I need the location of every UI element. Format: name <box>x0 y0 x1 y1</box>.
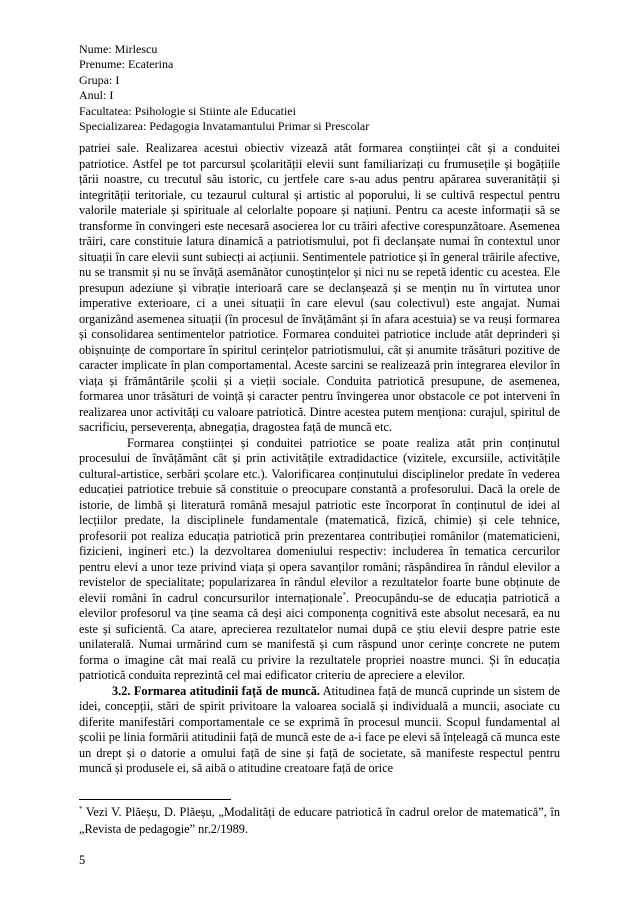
paragraph-2 <box>79 436 560 684</box>
student-header <box>79 42 560 134</box>
footnote-reference[interactable]: * <box>342 590 347 599</box>
header-name: Nume: Mirlescu <box>79 42 158 56</box>
header-year: Anul: I <box>79 88 114 103</box>
paragraph-2-text: Formarea conștiinței și conduitei patriotice se poate realiza atât prin conținutul procesului de învățământ cât și prin activitățile extradidactice (vizitele, excursiile, activitățile cultural-artistice, serbări școlare etc.). Valorificarea conținutului disciplinelor predate în vederea educației patriotice trebuie să constituie o preocupare constantă a profesorului. Dacă la orele de istorie, de limbă și literatură română mesajul patriotic este încorporat în conținutul de idei al lecțiilor predate, la disciplinele fundamentale (matematică, fizică, chimie) și cele tehnice, profesorii pot realiza educația patriotică prin prezentarea contribuției românilor (matematicieni, fizicieni, ingineri etc.) la dezvoltarea domeniului respectiv: includerea în tematica cercurilor pentru elevi a unor teze privind viața și opera savanților români; răspândirea în rândul elevilor a revistelor de specialitate; popularizarea în rândul elevilor a rezultatelor foarte bune obținute de elevii români în cadrul concursurilor internaționale <box>79 435 560 605</box>
header-group: Grupa: I <box>79 72 120 87</box>
header-specialization: Specializarea: Pedagogia Invatamantului Primar si Prescolar <box>79 119 370 134</box>
section-title: Formarea atitudinii față de muncă. <box>133 683 320 698</box>
footnote-mark: * <box>79 804 83 813</box>
paragraph-2-tail: . Preocupându-se de educația patriotică a elevilor profesorul va ține seama că deși aici componența cognitivă este absolut necesară, ea nu este și suficientă. Ca atare, aprecierea rezultatelor numai după ce știu elevii despre patrie este unilaterală. Numai urmărind cum se manifestă și cum răspund unor cerințe concrete ne putem forma o imagine cât mai reală cu privire la rezultatele propriei noastre munci. Și în educația patriotică conduita reprezintă cel mai edificator criteriu de apreciere a elevilor. <box>79 590 560 683</box>
page-content <box>79 42 560 777</box>
header-first-name: Prenume: Ecaterina <box>79 57 174 72</box>
body-text <box>79 141 560 777</box>
footnote-text: Vezi V. Plăeșu, D. Plăeșu, „Modalități de educare patriotică în cadrul orelor de matematică”, în „Revista de pedagogie” nr.2/1989. <box>79 805 560 836</box>
footnote-separator <box>79 799 231 800</box>
header-faculty: Facultatea: Psihologie si Stiinte ale Educatiei <box>79 103 296 118</box>
page-number: 5 <box>79 853 86 867</box>
section-number: 3.2. <box>112 683 131 698</box>
footnote-1 <box>79 804 560 837</box>
paragraph-1: patriei sale. Realizarea acestui obiectiv vizează atât formarea conștiinței cât și a conduitei patriotice. Astfel pe tot parcursul școlarității elevii sunt familiarizați cu frumusețile și bogățiile țării noastre, cu trecutul său istoric, cu jertfele care s-au adus pentru apărarea suveranității și integrității teritoriale, cu tezaurul cultural și artistic al poporului, li se cultivă respectul pentru valorile materiale și spirituale al celorlalte popoare și națiuni. Pentru ca aceste informații să se transforme în convingeri este necesară asocierea lor cu trăiri afective corespunzătoare. Asemenea trăiri, care constituie latura dinamică a patriotismului, pot fi declanșate numai în contextul unor situații în care elevii sunt subiecți ai acțiunii. Sentimentele patriotice și în general trăirile afective, nu se transmit și nu se învăță asemănător cunoștințelor și nici nu se repetă identic cu acestea. Ele presupun adeziune și vibrație interioară care se declanșează și se mențin nu în virtutea unor imperative exterioare, ci a unei situații în care elevul (sau colectivul) este angajat. Numai organizând asemenea situații (în procesul de învățământ și în afara acestuia) se va reuși formarea și consolidarea sentimentelor patriotice. Formarea conduitei patriotice include atât deprinderi și obișnuințe de comportare în spiritul cerințelor patriotismului, cât și anumite trăsături pozitive de caracter implicate în plan comportamental. Aceste sarcini se realizează prin integrarea elevilor în viața și frământările școlii și a vieții sociale. Conduita patriotică presupune, de asemenea, formarea unor trăsături de voință și caracter pentru învingerea unor obstacole ce pot interveni în realizarea unor activități cu valoare patriotică. Dintre acestea putem menționa: curajul, spiritul de sacrificiu, perseverența, abnegația, dragostea față de muncă etc. <box>79 141 560 435</box>
section-body: Atitudinea față de muncă cuprinde un sistem de idei, concepții, stări de spirit privitoare la valoarea socială și individuală a muncii, asociate cu diferite manifestări comportamentale ce se exprimă în procesul muncii. Scopul fundamental al școlii pe linia formării atitudinii față de muncă este de a-i face pe elevi să înțeleagă că munca este un drept și o datorie a omului față de sine și față de societate, să manifeste respectul pentru muncă și produsele ei, să aibă o atitudine creatoare față de orice <box>79 683 560 776</box>
section-3-2-paragraph <box>79 684 560 777</box>
footnotes <box>79 799 560 837</box>
